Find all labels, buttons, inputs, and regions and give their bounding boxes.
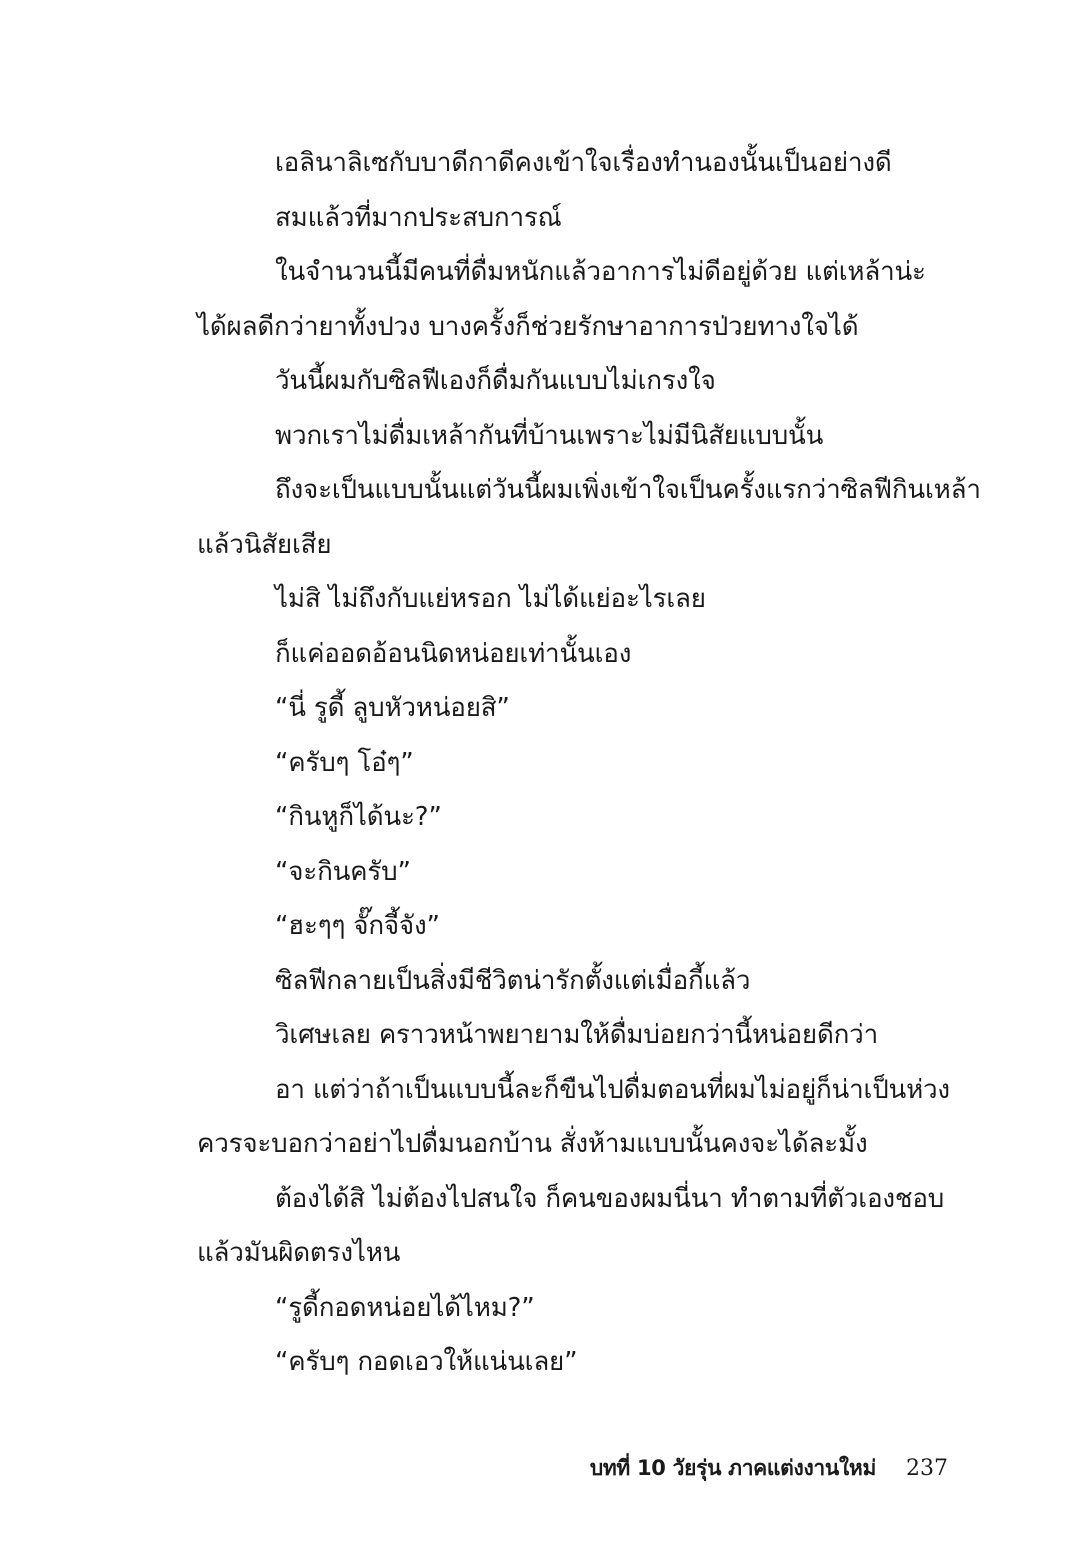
text-line: “ฮะๆๆ จั๊กจี้จัง” bbox=[275, 911, 440, 941]
text-line: ได้ผลดีกว่ายาทั้งปวง บางครั้งก็ช่วยรักษาอาการป่วยทางใจได้ bbox=[197, 311, 859, 342]
text-line: “จะกินครับ” bbox=[275, 856, 411, 887]
page-number: 237 bbox=[906, 1455, 948, 1481]
text-line: พวกเราไม่ดื่มเหล้ากันที่บ้านเพราะไม่มีนิสัยแบบนั้น bbox=[275, 420, 824, 451]
text-line: ไม่สิ ไม่ถึงกับแย่หรอก ไม่ได้แย่อะไรเลย bbox=[275, 584, 706, 614]
running-footer bbox=[560, 1448, 948, 1488]
text-line: แล้วนิสัยเสีย bbox=[197, 529, 332, 560]
text-line: “กินหูก็ได้นะ?” bbox=[275, 802, 442, 832]
text-line: “รูดี้กอดหน่อยได้ไหม?” bbox=[275, 1292, 535, 1323]
text-line: วิเศษเลย คราวหน้าพยายามให้ดื่มบ่อยกว่านี้หน่อยดีกว่า bbox=[275, 1020, 878, 1050]
text-line: ในจำนวนนี้มีคนที่ดื่มหนักแล้วอาการไม่ดีอยู่ด้วย แต่เหล้าน่ะ bbox=[275, 257, 926, 287]
text-line: “ครับๆ โอ๋ๆ” bbox=[275, 747, 414, 778]
chapter-title: บทที่ 10 วัยรุ่น ภาคแต่งงานใหม่ bbox=[589, 1455, 876, 1480]
text-line: สมแล้วที่มากประสบการณ์ bbox=[275, 202, 562, 233]
text-line: ถึงจะเป็นแบบนั้นแต่วันนี้ผมเพิ่งเข้าใจเป็นครั้งแรกว่าซิลฟีกินเหล้า bbox=[275, 475, 981, 505]
text-line: วันนี้ผมกับซิลฟีเองก็ดื่มกันแบบไม่เกรงใจ bbox=[275, 366, 716, 396]
text-line: “นี่ รูดี้ ลูบหัวหน่อยสิ” bbox=[275, 693, 510, 723]
body-text bbox=[197, 136, 981, 1390]
text-line: “ครับๆ กอดเอวให้แน่นเลย” bbox=[275, 1347, 578, 1377]
text-line: แล้วมันผิดตรงไหน bbox=[197, 1238, 401, 1268]
text-line: ต้องได้สิ ไม่ต้องไปสนใจ ก็คนของผมนี่นา ทำตามที่ตัวเองชอบ bbox=[275, 1183, 945, 1214]
text-line: ซิลฟีกลายเป็นสิ่งมีชีวิตน่ารักตั้งแต่เมื่อกี้แล้ว bbox=[275, 965, 751, 996]
text-line: อา แต่ว่าถ้าเป็นแบบนี้ละก็ขืนไปดื่มตอนที่ผมไม่อยู่ก็น่าเป็นห่วง bbox=[275, 1074, 950, 1105]
text-line: ก็แค่ออดอ้อนนิดหน่อยเท่านั้นเอง bbox=[275, 638, 632, 669]
text-line: เอลินาลิเซกับบาดีกาดีคงเข้าใจเรื่องทำนองนั้นเป็นอย่างดี bbox=[275, 148, 892, 178]
text-line: ควรจะบอกว่าอย่าไปดื่มนอกบ้าน สั่งห้ามแบบนั้นคงจะได้ละมั้ง bbox=[197, 1129, 868, 1159]
